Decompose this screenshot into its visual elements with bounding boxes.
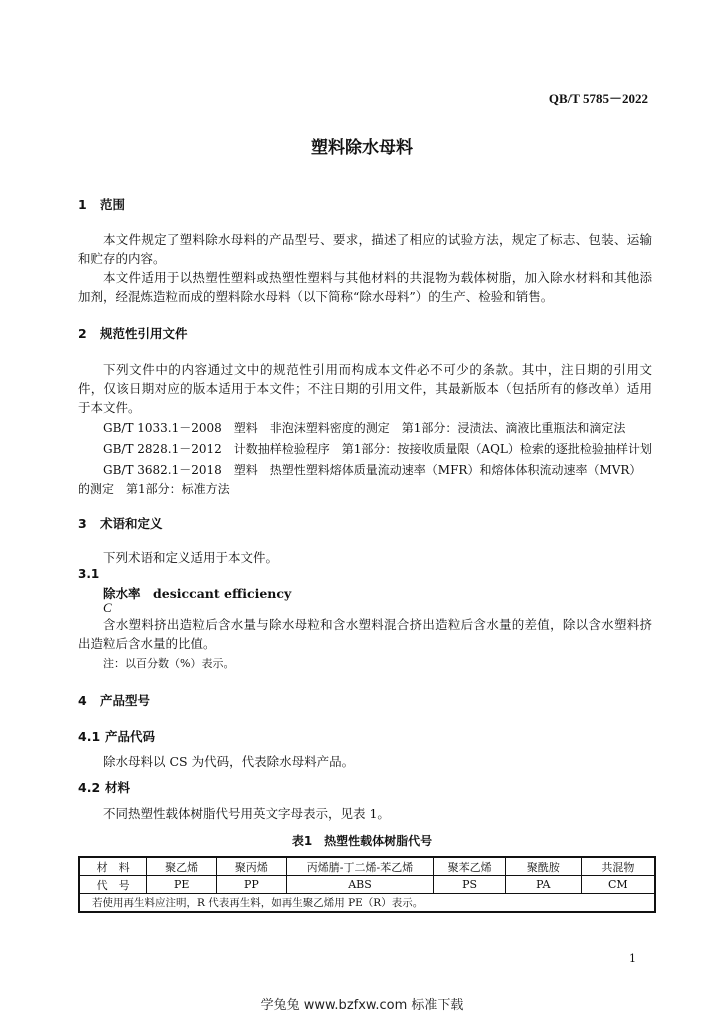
carrier-resin-code-table — [78, 856, 656, 913]
table-cell: 聚酰胺 — [505, 857, 581, 876]
term-symbol: C — [103, 600, 112, 615]
terms-intro: 下列术语和定义适用于本文件。 — [103, 550, 279, 565]
page-number: 1 — [629, 952, 636, 965]
term-number: 3.1 — [78, 567, 100, 581]
table-note-row — [79, 894, 655, 913]
reference-item: GB/T 3682.1－2018 塑料 热塑性塑料熔体质量流动速率（MFR）和熔体体积流动速率（MVR） — [103, 463, 642, 477]
term-note: 注：以百分数（%）表示。 — [103, 657, 235, 670]
table-note: 若使用再生料应注明，R 代表再生料，如再生聚乙烯用 PE（R）表示。 — [79, 894, 655, 913]
table-cell: 材 料 — [79, 857, 147, 876]
reference-item-continuation: 的测定 第1部分：标准方法 — [78, 482, 230, 496]
section-3-heading — [78, 514, 163, 532]
section-1-heading — [78, 195, 125, 213]
standard-code: QB/T 5785－2022 — [548, 91, 648, 106]
table-cell: 聚苯乙烯 — [434, 857, 506, 876]
subsection-title: 产品代码 — [105, 729, 156, 744]
section-title: 规范性引用文件 — [100, 326, 188, 341]
section-title: 范围 — [100, 197, 126, 212]
subsection-title: 材料 — [105, 780, 131, 795]
material-text: 不同热塑性载体树脂代号用英文字母表示，见表 1。 — [103, 806, 390, 821]
table-title: 表1 热塑性载体树脂代号 — [291, 834, 433, 848]
product-code-text: 除水母料以 CS 为代码，代表除水母料产品。 — [103, 754, 355, 769]
table-cell: 丙烯腈-丁二烯-苯乙烯 — [286, 857, 433, 876]
table-cell: PE — [147, 876, 217, 894]
table-cell: 聚丙烯 — [217, 857, 287, 876]
section-number: 2 — [78, 326, 87, 341]
table-cell: PS — [434, 876, 506, 894]
scope-paragraph-1: 本文件规定了塑料除水母料的产品型号、要求，描述了相应的试验方法，规定了标志、包装、运输和贮存的内容。 — [78, 232, 652, 266]
table-row — [79, 876, 655, 894]
section-number: 3 — [78, 516, 87, 531]
watermark: 学兔兔 www.bzfxw.com 标准下载 — [260, 998, 464, 1013]
section-2-heading — [78, 324, 188, 342]
table-cell: CM — [581, 876, 655, 894]
normative-references-intro: 下列文件中的内容通过文中的规范性引用而构成本文件必不可少的条款。其中，注日期的引用文件，仅该日期对应的版本适用于本文件；不注日期的引用文件，其最新版本（包括所有的修改单）适用于本文件。 — [78, 362, 652, 415]
section-number: 1 — [78, 197, 87, 212]
document-title: 塑料除水母料 — [311, 138, 413, 158]
section-4-heading — [78, 691, 150, 709]
subsection-number: 4.1 — [78, 729, 101, 744]
subsection-4-1-heading — [78, 727, 155, 745]
reference-item: GB/T 2828.1－2012 计数抽样检验程序 第1部分：按接收质量限（AQL）检索的逐批检验抽样计划 — [103, 442, 652, 456]
table-cell: 聚乙烯 — [147, 857, 217, 876]
table-cell: PA — [505, 876, 581, 894]
term-definition: 含水塑料挤出造粒后含水量与除水母粒和含水塑料混合挤出造粒后含水量的差值，除以含水塑料挤出造粒后含水量的比值。 — [78, 617, 652, 651]
table-cell: 代 号 — [79, 876, 147, 894]
section-number: 4 — [78, 693, 87, 708]
term-name: 除水率 desiccant efficiency — [103, 586, 292, 601]
subsection-4-2-heading — [78, 778, 130, 796]
reference-item: GB/T 1033.1－2008 塑料 非泡沫塑料密度的测定 第1部分：浸渍法、滴液比重瓶法和滴定法 — [103, 421, 626, 435]
table-row — [79, 857, 655, 876]
table-cell: PP — [217, 876, 287, 894]
section-title: 产品型号 — [100, 693, 151, 708]
table-cell: 共混物 — [581, 857, 655, 876]
subsection-number: 4.2 — [78, 780, 101, 795]
scope-paragraph-2: 本文件适用于以热塑性塑料或热塑性塑料与其他材料的共混物为载体树脂，加入除水材料和其他添加剂，经混炼造粒而成的塑料除水母料（以下简称“除水母料”）的生产、检验和销售。 — [78, 270, 652, 304]
table-cell: ABS — [286, 876, 433, 894]
section-title: 术语和定义 — [100, 516, 163, 531]
